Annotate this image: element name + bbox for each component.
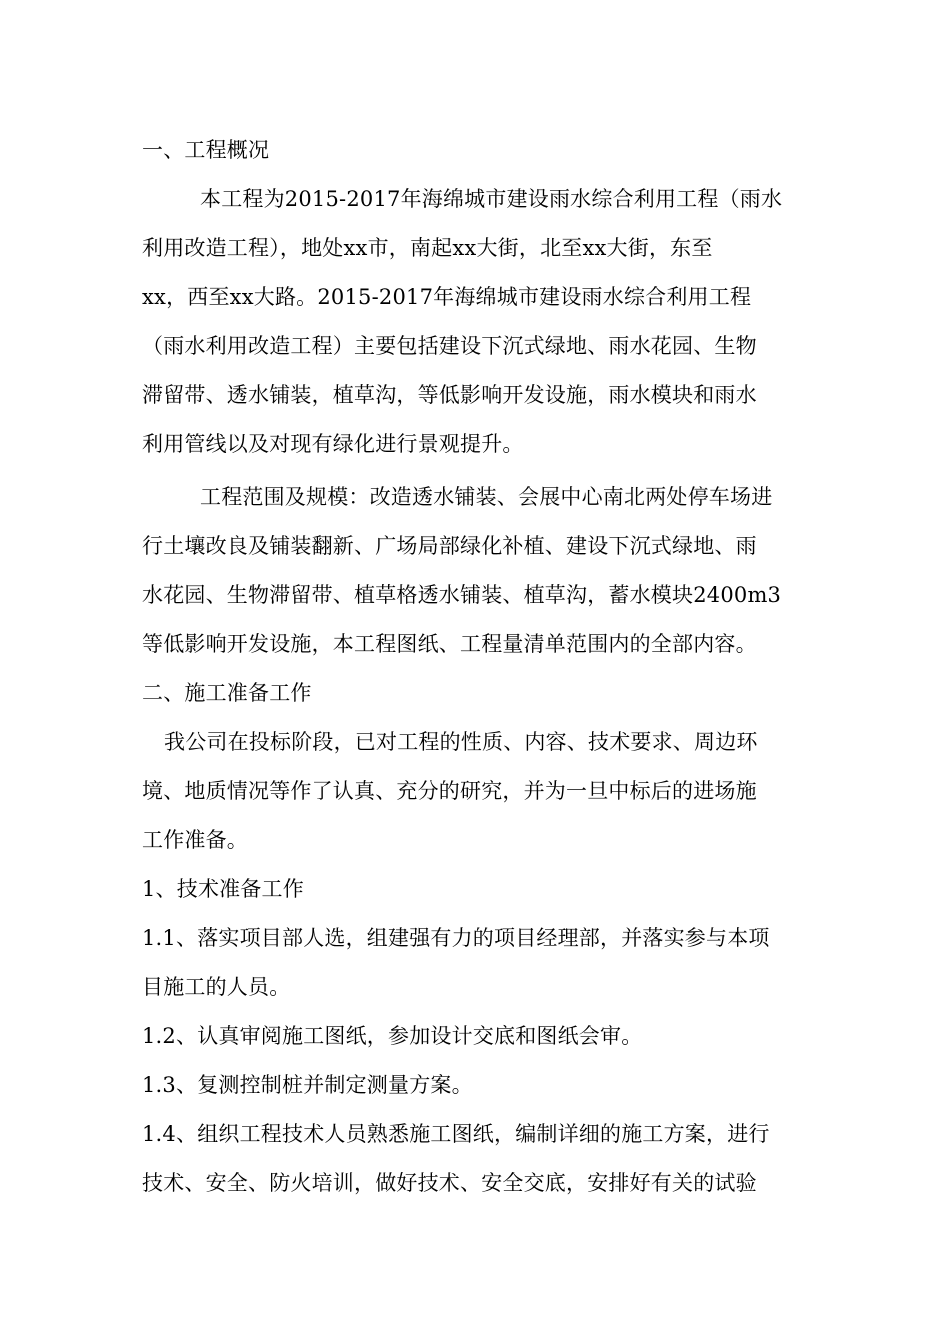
text-line: 1.1、落实项目部人选，组建强有力的项目经理部，并落实参与本项 [142,926,770,950]
subsection-1-heading: 1、技术准备工作 [142,877,304,901]
section1-paragraph-1 [142,175,814,469]
section1-paragraph-2 [142,473,814,669]
text-line: 行土壤改良及铺装翻新、广场局部绿化补植、建设下沉式绿地、雨 [142,534,757,558]
document-body [142,126,814,1208]
text-line: 本工程为2015-2017年海绵城市建设雨水综合利用工程（雨水 [200,187,783,211]
text-line: 境、地质情况等作了认真、充分的研究，并为一旦中标后的进场施 [142,779,757,803]
text-line: 利用改造工程），地处xx市，南起xx大街，北至xx大街，东至 [142,236,713,260]
section2-heading: 二、施工准备工作 [142,681,312,705]
item-1-2: 1.2、认真审阅施工图纸，参加设计交底和图纸会审。 [142,1024,643,1048]
text-line: 工作准备。 [142,828,248,852]
text-line: （雨水利用改造工程）主要包括建设下沉式绿地、雨水花园、生物 [142,334,757,358]
text-line: 等低影响开发设施，本工程图纸、工程量清单范围内的全部内容。 [142,632,757,656]
section2-intro [142,718,814,865]
section1-heading: 一、工程概况 [142,138,270,162]
text-line: 滞留带、透水铺装，植草沟，等低影响开发设施，雨水模块和雨水 [142,383,757,407]
item-1-3: 1.3、复测控制桩并制定测量方案。 [142,1073,473,1097]
text-line: 我公司在投标阶段，已对工程的性质、内容、技术要求、周边环 [164,730,758,754]
text-line: 工程范围及规模：改造透水铺装、会展中心南北两处停车场进 [200,485,773,509]
text-line: 1.4、组织工程技术人员熟悉施工图纸，编制详细的施工方案，进行 [142,1122,770,1146]
text-line: xx，西至xx大路。2015-2017年海绵城市建设雨水综合利用工程 [142,285,752,309]
item-1-1 [142,914,814,1012]
text-line: 水花园、生物滞留带、植草格透水铺装、植草沟，蓄水模块2400m3 [142,583,782,607]
text-line: 技术、安全、防火培训，做好技术、安全交底，安排好有关的试验 [142,1171,757,1195]
item-1-4 [142,1110,814,1208]
text-line: 目施工的人员。 [142,975,291,999]
text-line: 利用管线以及对现有绿化进行景观提升。 [142,432,524,456]
